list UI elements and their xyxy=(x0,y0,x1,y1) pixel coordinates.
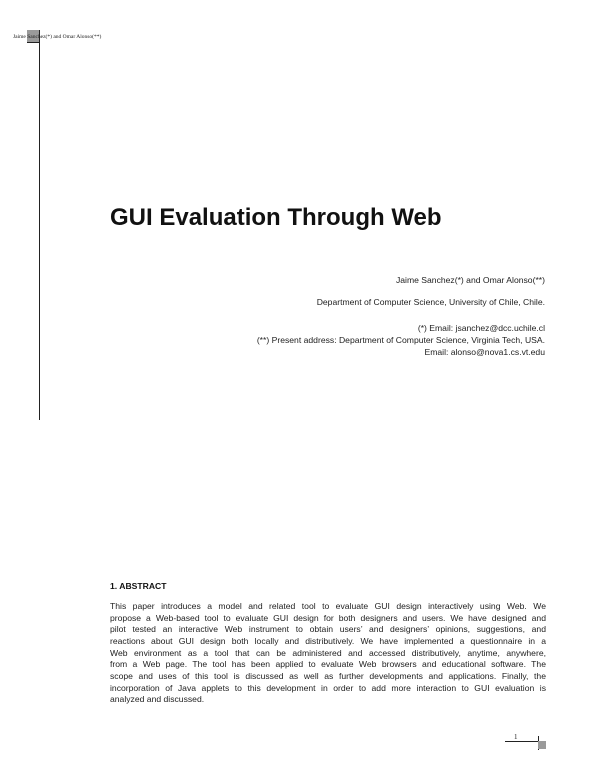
abstract-line: pilot tested an interactive Web instrument to obtain users’ and designers’ opinions, suggestions, and xyxy=(110,624,546,635)
present-address: (**) Present address: Department of Computer Science, Virginia Tech, USA. xyxy=(256,335,545,345)
abstract-line: Web environment as a tool that can be administered and accessed distributively, anytime, anywhere, xyxy=(110,647,546,658)
abstract-heading: 1. ABSTRACT xyxy=(110,581,167,591)
running-head: Jaime Sanchez(*) and Omar Alonso(**) xyxy=(13,34,102,40)
footer-marker xyxy=(538,741,546,749)
abstract-line: from a Web page. The tool has been applied to evaluate Web browsers and educational software. The xyxy=(110,659,546,670)
abstract-line: incorporation of Java applets to this development in order to add more interaction to GUI evaluation is xyxy=(110,682,546,693)
footer-rule xyxy=(505,741,542,742)
email-2: Email: alonso@nova1.cs.vt.edu xyxy=(424,347,545,357)
abstract-body xyxy=(110,601,546,706)
abstract-line: scope and uses of this tool is discussed as well as further developments and applications. Finally, the xyxy=(110,670,546,681)
abstract-line: This paper introduces a model and related tool to evaluate GUI design interactively using Web. We xyxy=(110,601,546,611)
authors: Jaime Sanchez(*) and Omar Alonso(**) xyxy=(395,275,545,285)
email-1: (*) Email: jsanchez@dcc.uchile.cl xyxy=(417,323,545,333)
abstract-line: analyzed and discussed. xyxy=(110,694,205,705)
page-number: 1 xyxy=(514,733,518,741)
abstract-line: propose a Web-based tool to evaluate GUI design for both designers and users. We have designed and xyxy=(110,612,546,623)
paper-title: GUI Evaluation Through Web xyxy=(110,204,442,231)
abstract-line: reactions about GUI design both locally and distributively. We have implemented a questionnaire in a xyxy=(110,635,546,646)
affiliation: Department of Computer Science, University of Chile, Chile. xyxy=(316,297,545,307)
margin-rule xyxy=(39,30,40,420)
